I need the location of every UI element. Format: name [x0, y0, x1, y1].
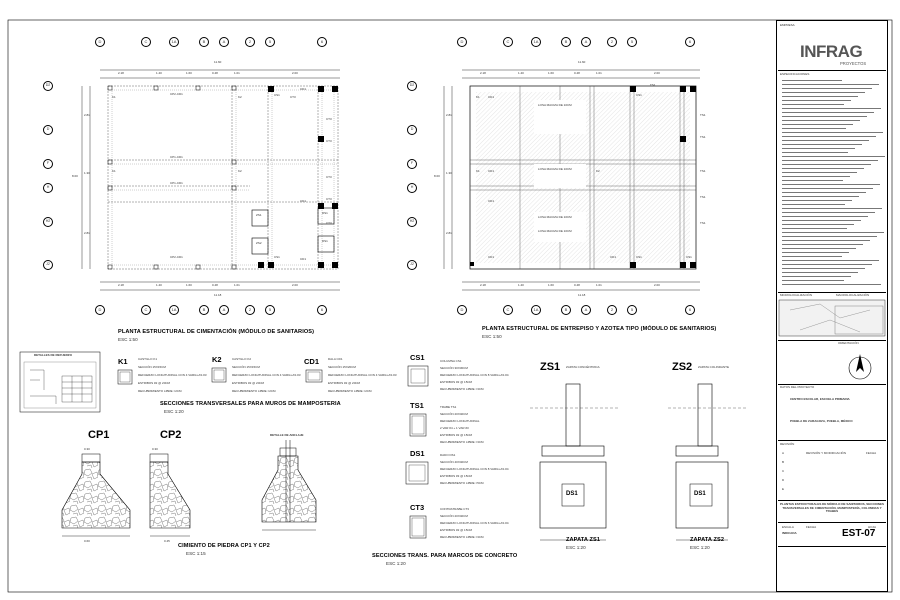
plan-dimension: 2.81: [84, 231, 90, 235]
spec-text-line: [782, 104, 844, 105]
plan-dimension: 1.30: [446, 171, 452, 175]
spec-text-line: [782, 124, 853, 125]
plan-right-total-dim: 11.60: [578, 60, 586, 64]
spec-text-line: [782, 152, 848, 153]
cp1-width-dim: 0.60: [84, 539, 90, 543]
plan-member-label: K2: [238, 95, 242, 99]
section-note: REFUERZO LONGITUDINAL CON 6 VARILLAS #4: [440, 521, 509, 525]
plan-member-label: CD1: [300, 257, 307, 261]
spec-text-line: [782, 264, 872, 265]
microlocation-header: MICROLOCALIZACIÓN: [780, 293, 813, 297]
spec-text-line: [782, 160, 878, 161]
spec-text-line: [782, 272, 858, 273]
plan-member-label: CT3: [326, 117, 332, 121]
plan-member-label: ZS1: [256, 213, 262, 217]
section-note: CASTILLO K1: [138, 357, 158, 361]
slab-note: LOSA MACIZA DE 10CM: [538, 103, 572, 107]
plan-dimension: 1.01: [596, 283, 602, 287]
plan-dimension: 2.81: [446, 231, 452, 235]
plan-member-label: DS1: [322, 239, 328, 243]
revision-desc: REVISIÓN Y MODIFICACIÓN: [806, 451, 847, 455]
spec-text-line: [782, 224, 854, 225]
plan-member-label: CT3: [290, 95, 296, 99]
section-note: ESTRIBOS #2 @ 20CM: [138, 381, 171, 385]
foundation-plan-title: PLANTA ESTRUCTURAL DE CIMENTACIÓN (MÓDULO DE SANITARIOS): [118, 329, 315, 335]
grid-axis-bubble: 6: [685, 305, 695, 315]
section-note: ESTRIBOS #3 @ 15CM: [440, 474, 473, 478]
plan-member-label: CD1: [488, 95, 495, 99]
section-ds1-code: DS1: [410, 449, 425, 458]
section-note: ESTRIBOS #2 @ 15CM: [440, 528, 473, 532]
section-note: RECUBRIMIENTO LIBRE =2CM: [328, 389, 372, 393]
section-cs1-code: CS1: [410, 353, 425, 362]
zapata-zs2-title: ZAPATA ZS2: [690, 537, 725, 543]
company-logo: INFRAG: [800, 42, 863, 61]
section-note: ESTRIBOS #2 @ 15CM: [440, 380, 473, 384]
plan-member-label: DS1: [322, 211, 328, 215]
spec-text-line: [782, 108, 881, 109]
spec-text-line: [782, 128, 846, 129]
plan-dimension: 2.00: [654, 283, 660, 287]
section-ct3-code: CT3: [410, 503, 425, 512]
spec-text-line: [782, 156, 885, 157]
project-header: DATOS DEL PROYECTO: [780, 385, 815, 389]
plan-member-label: CS1: [274, 93, 280, 97]
spec-text-line: [782, 184, 880, 185]
spec-text-line: [782, 260, 879, 261]
spec-text-line: [782, 280, 844, 281]
grid-axis-bubble: A: [581, 305, 591, 315]
grid-axis-bubble: 6: [317, 305, 327, 315]
zapata-zs1-drawing: [530, 384, 620, 540]
grid-axis-bubble: 2: [245, 305, 255, 315]
section-note: TRABE TS1: [440, 405, 457, 409]
spec-text-line: [782, 188, 873, 189]
zapata-zs2-code: ZS2: [672, 361, 693, 373]
macrolocation-header: MACROLOCALIZACIÓN: [836, 293, 870, 297]
spec-text-line: [782, 172, 857, 173]
grid-axis-bubble: H2: [43, 217, 53, 227]
grid-axis-bubble: D: [95, 305, 105, 315]
spec-text-line: [782, 140, 869, 141]
grid-axis-bubble: A: [219, 305, 229, 315]
plan-dimension: 2.00: [292, 283, 298, 287]
plan-member-label: CS1: [274, 255, 280, 259]
section-note: CASTILLO K2: [232, 357, 252, 361]
spec-text-line: [782, 256, 842, 257]
plan-member-label: CD1: [488, 169, 495, 173]
plan-member-label: K1: [112, 169, 116, 173]
cp-scale: ESC 1:15: [186, 551, 206, 556]
grid-axis-bubble: 6: [685, 37, 695, 47]
plan-dimension: 1.60: [186, 283, 192, 287]
spec-text-line: [782, 136, 876, 137]
company-header: EMPRESA: [780, 23, 795, 27]
section-note: DALA CD1: [328, 357, 343, 361]
section-note: ESTRIBOS #2 @ 15CM: [440, 433, 473, 437]
grid-axis-bubble: B: [561, 37, 571, 47]
zapata-zs2-scale: ESC 1:20: [690, 545, 710, 550]
spec-text-line: [782, 232, 884, 233]
grid-axis-bubble: B: [199, 37, 209, 47]
revision-id: E: [782, 487, 785, 491]
plan-member-label: CT3: [326, 175, 332, 179]
plan-dimension: 2.18: [118, 71, 124, 75]
grid-axis-bubble: H: [407, 183, 417, 193]
section-note: SECCIÓN 15X15CM: [232, 365, 260, 369]
north-header: ORIENTACIÓN: [838, 341, 859, 345]
slab-note: LOSA MACIZA DE 10CM: [538, 229, 572, 233]
plan-member-label: CP1-CD1: [170, 181, 183, 185]
plan-dimension: 1.40: [518, 283, 524, 287]
spec-text-line: [782, 120, 860, 121]
plan-dimension: 1.01: [234, 71, 240, 75]
plan-member-label: K1: [476, 95, 480, 99]
plan-dimension: 1.60: [548, 71, 554, 75]
grid-axis-bubble: 1A: [169, 37, 179, 47]
plan-member-label: K2: [596, 169, 600, 173]
section-note: SECCIÓN 15X20CM: [328, 365, 356, 369]
cp2-width-dim: 0.45: [164, 539, 170, 543]
section-note: RECUBRIMIENTO LIBRE =3CM: [440, 387, 484, 391]
plan-right-vertical-total-dim: 8.00: [434, 174, 440, 178]
plan-member-label: CD1: [300, 87, 307, 91]
grid-axis-bubble: 5: [627, 305, 637, 315]
grid-axis-bubble: D: [457, 37, 467, 47]
plan-member-label: CP2-CD1: [170, 255, 183, 259]
spec-text-line: [782, 208, 882, 209]
date-label: FECHA: [806, 525, 817, 529]
plan-member-label: CP1-CD1: [170, 155, 183, 159]
section-note: RECUBRIMIENTO LIBRE =3CM: [440, 535, 484, 539]
zapata-zs1-footing: DS1: [566, 491, 578, 497]
plan-left-vertical-total-dim: 8.00: [72, 174, 78, 178]
detalle-refuerzo-title: DETALLES DE REFUERZO: [34, 353, 72, 357]
zapata-zs1-code: ZS1: [540, 361, 561, 373]
section-note: CONTRATRABE CT3: [440, 507, 469, 511]
plan-member-label: CT3: [326, 221, 332, 225]
section-note: REFUERZO LONGITUDINAL CON 8 VARILLAS #4: [440, 467, 509, 471]
spec-text-line: [782, 284, 881, 285]
zapata-zs1-title: ZAPATA ZS1: [566, 537, 601, 543]
slab-plan-title: PLANTA ESTRUCTURAL DE ENTREPISO Y AZOTEA TIPO (MÓDULO DE SANITARIOS): [482, 326, 717, 332]
plan-member-label: TS1: [700, 195, 706, 199]
spec-text-line: [782, 96, 858, 97]
plan-dimension: 1.60: [186, 71, 192, 75]
grid-axis-bubble: A: [581, 37, 591, 47]
revision-id: C: [782, 469, 785, 473]
section-note: SECCIÓN 40X40CM: [440, 460, 468, 464]
section-ts1-code: TS1: [410, 401, 424, 410]
project-line-2: PUEBLA DE ZARAGOZA, PUEBLA, MÉXICO: [790, 419, 853, 423]
slab-note: LOSA MACIZA DE 10CM: [538, 215, 572, 219]
plan-left-bottom-total-dim: 11.18: [214, 293, 222, 297]
company-logo-sub: PROYECTOS: [840, 61, 867, 66]
frame-sections-title: SECCIONES TRANS. PARA MARCOS DE CONCRETO: [372, 553, 518, 559]
section-note: SECCIÓN 30X30CM: [440, 366, 468, 370]
revision-id: A: [782, 451, 785, 455]
grid-axis-bubble: 2: [607, 305, 617, 315]
section-note: 2 VAR #4 + 1 VAR #3: [440, 426, 469, 430]
cp2-code: CP2: [160, 429, 182, 441]
wall-sections-scale: ESC 1:20: [164, 409, 184, 414]
grid-axis-bubble: C: [503, 37, 513, 47]
grid-axis-bubble: J2: [407, 260, 417, 270]
spec-text-line: [782, 240, 870, 241]
grid-axis-bubble: C: [503, 305, 513, 315]
section-note: RECUBRIMIENTO LIBRE =3CM: [440, 440, 484, 444]
section-note: ESTRIBOS #2 @ 20CM: [232, 381, 265, 385]
sheet-number: EST-07: [842, 528, 876, 539]
spec-text-line: [782, 88, 872, 89]
spec-text-line: [782, 276, 851, 277]
spec-text-line: [782, 176, 850, 177]
plan-dimension: 1.40: [156, 283, 162, 287]
plan-dimension: 2.00: [292, 71, 298, 75]
section-note: RECUBRIMIENTO LIBRE =5CM: [440, 481, 484, 485]
section-note: REFUERZO LONGITUDINAL CON 4 VARILLAS #3: [328, 373, 397, 377]
specs-header: ESPECIFICACIONES: [780, 72, 810, 76]
plan-member-label: TS1: [700, 113, 706, 117]
cp1-code: CP1: [88, 429, 110, 441]
grid-axis-bubble: D: [457, 305, 467, 315]
grid-axis-bubble: 1A: [169, 305, 179, 315]
revision-id: B: [782, 460, 785, 464]
plan-dimension: 2.18: [118, 283, 124, 287]
grid-axis-bubble: D2: [407, 81, 417, 91]
section-k2-code: K2: [212, 355, 222, 364]
plan-member-label: K1: [476, 169, 480, 173]
grid-axis-bubble: 5: [265, 37, 275, 47]
plan-member-label: CS1: [636, 255, 642, 259]
grid-axis-bubble: B: [561, 305, 571, 315]
spec-text-line: [782, 148, 855, 149]
grid-axis-bubble: D: [43, 125, 53, 135]
spec-text-line: [782, 252, 849, 253]
plan-member-label: CS1: [636, 93, 642, 97]
revision-date: FECHA: [866, 451, 877, 455]
section-note: RECUBRIMIENTO LIBRE =2CM: [232, 389, 276, 393]
spec-text-line: [782, 228, 847, 229]
spec-text-line: [782, 132, 883, 133]
slab-note: LOSA MACIZA DE 10CM: [538, 167, 572, 171]
plan-dimension: 1.01: [234, 283, 240, 287]
zapata-zs2-footing: DS1: [694, 491, 706, 497]
plan-dimension: 0.48: [212, 71, 218, 75]
plan-dimension: 2.81: [446, 113, 452, 117]
spec-text-line: [782, 112, 874, 113]
spec-text-line: [782, 164, 871, 165]
plan-left-total-dim: 11.60: [214, 60, 222, 64]
spec-text-line: [782, 180, 843, 181]
cp1-top-dim: 0.30: [84, 447, 90, 451]
plan-dimension: 2.81: [84, 113, 90, 117]
spec-text-line: [782, 244, 863, 245]
plan-dimension: 1.40: [156, 71, 162, 75]
plan-dimension: 2.18: [480, 283, 486, 287]
scale-label: ESCALA: [782, 525, 794, 529]
section-note: REFUERZO LONGITUDINAL CON 4 VARILLAS #3: [138, 373, 207, 377]
spec-text-line: [782, 212, 875, 213]
grid-axis-bubble: C: [141, 37, 151, 47]
zapata-zs1-scale: ESC 1:20: [566, 545, 586, 550]
plan-member-label: ZS2: [256, 241, 262, 245]
zapata-zs1-subtitle: ZAPATA CONCÉNTRICA: [566, 365, 600, 369]
section-note: REFUERZO LONGITUDINAL CON 4 VARILLAS #3: [232, 373, 301, 377]
cp2-top-dim: 0.30: [152, 447, 158, 451]
section-k1-code: K1: [118, 357, 128, 366]
grid-axis-bubble: 5: [265, 305, 275, 315]
plan-member-label: CD1: [488, 199, 495, 203]
plan-member-label: K2: [238, 169, 242, 173]
zapata-zs2-subtitle: ZAPATA COLINDANTE: [698, 365, 730, 369]
grid-axis-bubble: D2: [43, 81, 53, 91]
grid-axis-bubble: B: [199, 305, 209, 315]
grid-axis-bubble: 6: [317, 37, 327, 47]
section-note: SECCIÓN 15X15CM: [138, 365, 166, 369]
grid-axis-bubble: 1A: [531, 37, 541, 47]
stone-foundations: [62, 454, 190, 536]
plan-member-label: CT3: [326, 139, 332, 143]
section-cd1-code: CD1: [304, 357, 320, 366]
spec-text-line: [782, 220, 861, 221]
plan-member-label: TS1: [700, 169, 706, 173]
spec-text-line: [782, 80, 842, 81]
spec-text-line: [782, 144, 862, 145]
grid-axis-bubble: F: [43, 159, 53, 169]
spec-text-line: [782, 92, 865, 93]
grid-axis-bubble: 1A: [531, 305, 541, 315]
plan-right-bottom-total-dim: 11.18: [578, 293, 586, 297]
spec-text-line: [782, 84, 879, 85]
plan-member-label: CD1: [488, 255, 495, 259]
spec-text-line: [782, 248, 856, 249]
sheet-description: PLANTAS ESTRUCTURALES DE MÓDULO DE SANITARIOS, SECCIONES TRANSVERSALES DE CIMENTACIÓN, MAMPOSTERÍA, COLUMNAS Y TRABES: [780, 502, 884, 514]
anchorage-detail: [262, 440, 316, 530]
spec-text-line: [782, 192, 866, 193]
revision-header: REVISIÓN: [780, 442, 795, 446]
frame-sections-scale: ESC 1:20: [386, 561, 406, 566]
spec-text-line: [782, 100, 851, 101]
spec-text-line: [782, 204, 845, 205]
grid-axis-bubble: D: [407, 125, 417, 135]
plan-member-label: TS1: [700, 135, 706, 139]
plan-member-label: K1: [112, 95, 116, 99]
section-note: COLUMNA CS1: [440, 359, 462, 363]
section-note: REFUERZO LONGITUDINAL CON 8 VARILLAS #4: [440, 373, 509, 377]
spec-text-line: [782, 196, 859, 197]
spec-text-line: [782, 116, 867, 117]
foundation-plan-scale: ESC 1:50: [118, 337, 138, 342]
section-note: ESTRIBOS #2 @ 20CM: [328, 381, 361, 385]
plan-dimension: 2.18: [480, 71, 486, 75]
spec-text-line: [782, 216, 868, 217]
grid-axis-bubble: J2: [43, 260, 53, 270]
plan-member-label: TS1: [700, 221, 706, 225]
spec-text-line: [782, 168, 864, 169]
grid-axis-bubble: 2: [245, 37, 255, 47]
grid-axis-bubble: H: [43, 183, 53, 193]
revision-id: D: [782, 478, 785, 482]
detalle-anclaje-title: DETALLE DE ANCLAJE: [270, 433, 304, 437]
slab-plan: [444, 70, 700, 290]
plan-dimension: 1.30: [84, 171, 90, 175]
spec-text-line: [782, 236, 877, 237]
plan-member-label: CD1: [300, 199, 307, 203]
plan-member-label: CT3: [326, 197, 332, 201]
plan-dimension: 0.48: [212, 283, 218, 287]
plan-member-label: TS1: [650, 83, 656, 87]
reinforcement-details: [20, 352, 100, 412]
plan-member-label: CD1: [610, 255, 617, 259]
plan-dimension: 0.48: [574, 283, 580, 287]
spec-text-line: [782, 200, 852, 201]
section-note: RECUBRIMIENTO LIBRE =2CM: [138, 389, 182, 393]
grid-axis-bubble: F: [407, 159, 417, 169]
section-note: SECCIÓN 20X40CM: [440, 514, 468, 518]
section-note: SECCIÓN 20X40CM: [440, 412, 468, 416]
cp-title: CIMIENTO DE PIEDRA CP1 Y CP2: [178, 543, 270, 549]
grid-axis-bubble: A: [219, 37, 229, 47]
zapata-zs2-drawing: [668, 384, 748, 540]
plan-dimension: 1.60: [548, 283, 554, 287]
section-note: REFUERZO LONGITUDINAL: [440, 419, 480, 423]
grid-axis-bubble: C: [141, 305, 151, 315]
plan-dimension: 2.00: [654, 71, 660, 75]
sheet-label: HOJA: [868, 525, 877, 529]
wall-sections-title: SECCIONES TRANSVERSALES PARA MUROS DE MAMPOSTERIA: [160, 401, 341, 407]
plan-dimension: 1.40: [518, 71, 524, 75]
grid-axis-bubble: 2: [607, 37, 617, 47]
plan-member-label: CP2-CD1: [170, 92, 183, 96]
section-note: DADO DS1: [440, 453, 456, 457]
spec-text-line: [782, 268, 865, 269]
scale-value: INDICADA: [782, 531, 797, 535]
slab-plan-scale: ESC 1:50: [482, 334, 502, 339]
grid-axis-bubble: D: [95, 37, 105, 47]
grid-axis-bubble: H2: [407, 217, 417, 227]
plan-dimension: 1.01: [596, 71, 602, 75]
project-line-1: CENTRO ESCOLAR, ESCUELA PRIMARIA: [790, 397, 850, 401]
plan-dimension: 0.48: [574, 71, 580, 75]
grid-axis-bubble: 5: [627, 37, 637, 47]
plan-member-label: CS1: [686, 255, 692, 259]
